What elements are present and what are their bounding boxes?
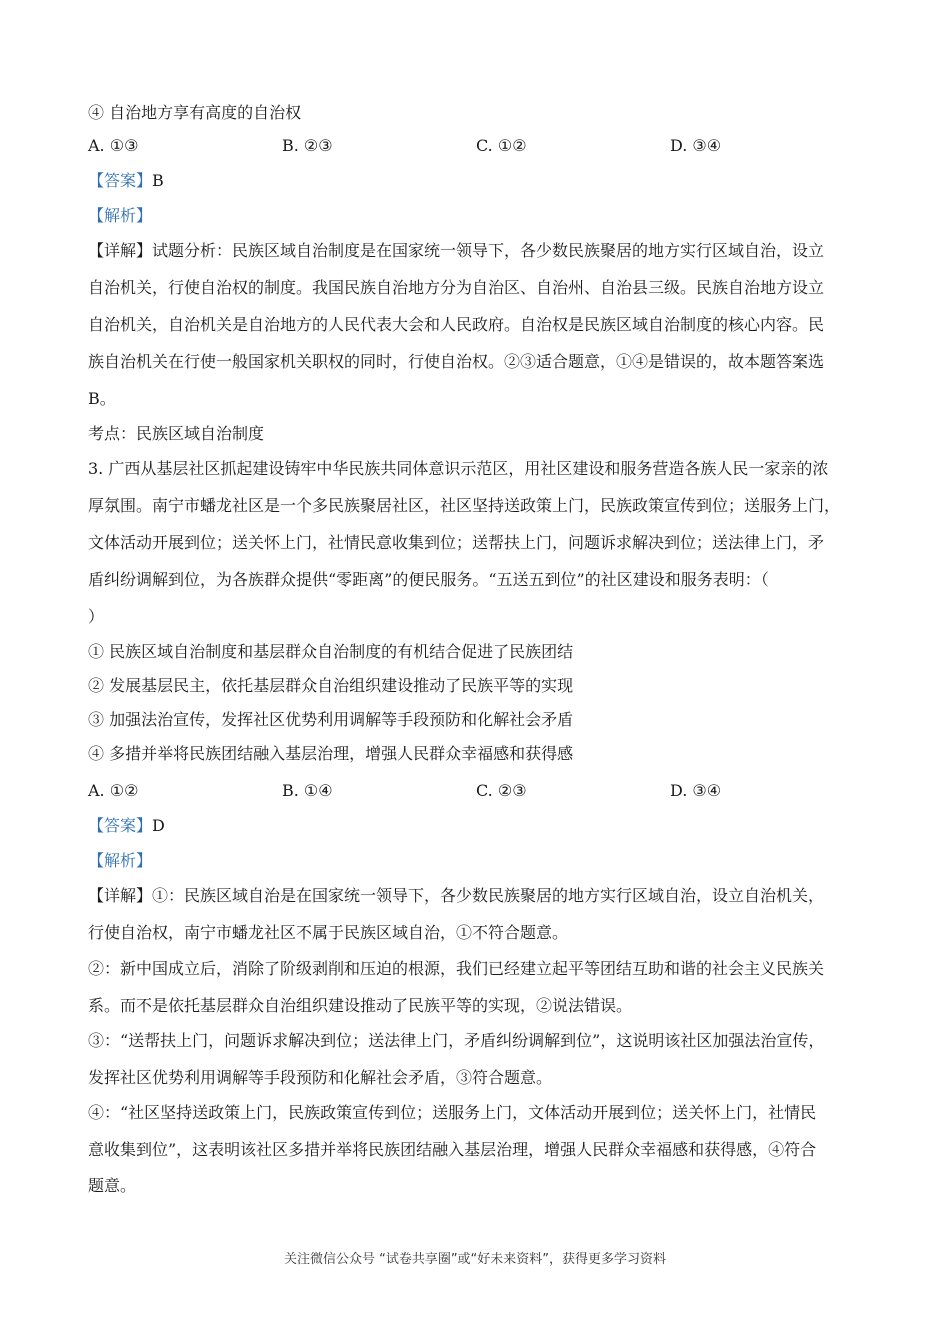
q3-option-c: C. ②③	[476, 781, 527, 800]
q2-analysis-tag: 【解析】	[88, 206, 153, 225]
q2-detail-line: 族自治机关在行使一般国家机关职权的同时，行使自治权。②③适合题意，①④是错误的，故本题答案选	[88, 352, 825, 371]
q3-statement-2: ② 发展基层民主，依托基层群众自治组织建设推动了民族平等的实现	[88, 676, 574, 695]
detail-text: 试题分析：民族区域自治制度是在国家统一领导下，各少数民族聚居的地方实行区域自治，设立	[152, 241, 825, 260]
q2-option-a: A. ①③	[88, 136, 139, 155]
q3-detail-line: 发挥社区优势利用调解等手段预防和化解社会矛盾，③符合题意。	[88, 1068, 553, 1087]
q3-option-d: D. ③④	[670, 781, 722, 800]
q2-option-d: D. ③④	[670, 136, 722, 155]
q3-statement-3: ③ 加强法治宣传，发挥社区优势利用调解等手段预防和化解社会矛盾	[88, 710, 574, 729]
q2-detail-line: 自治机关，行使自治权的制度。我国民族自治地方分为自治区、自治州、自治县三级。民族自治地方设立	[88, 278, 825, 297]
q2-detail-line	[88, 241, 824, 261]
page-footer: 关注微信公众号 “试卷共享圈”或“好未来资料”，获得更多学习资料	[283, 1252, 667, 1267]
q3-stem-line: 盾纠纷调解到位，为各族群众提供“零距离”的便民服务。“五送五到位”的社区建设和服务表明：（	[88, 570, 769, 589]
q3-stem-line: 厚氛围。南宁市蟠龙社区是一个多民族聚居社区，社区坚持送政策上门，民族政策宣传到位；送服务上门，	[88, 496, 841, 515]
answer-tag: 【答案】	[88, 171, 153, 190]
q3-stem-line: ）	[88, 607, 105, 626]
q3-detail-line: 系。而不是依托基层群众自治组织建设推动了民族平等的实现，②说法错误。	[88, 996, 633, 1015]
q2-detail-line: B。	[88, 389, 116, 408]
q3-options	[88, 781, 864, 801]
detail-text: ①：民族区域自治是在国家统一领导下，各少数民族聚居的地方实行区域自治，设立自治机关，	[152, 886, 825, 905]
q2-option-c: C. ①②	[476, 136, 527, 155]
q3-detail-line: 行使自治权，南宁市蟠龙社区不属于民族区域自治，①不符合题意。	[88, 923, 569, 942]
detail-tag: 【详解】	[88, 241, 153, 260]
q2-detail-line: 自治机关，自治机关是自治地方的人民代表大会和人民政府。自治权是民族区域自治制度的核心内容。民	[88, 315, 825, 334]
q3-detail-line: ③：“送帮扶上门，问题诉求解决到位；送法律上门，矛盾纠纷调解到位”，这说明该社区加强法治宣传，	[88, 1031, 825, 1050]
q3-answer	[88, 816, 165, 836]
q2-option-b: B. ②③	[282, 136, 333, 155]
q3-stem-line: 文体活动开展到位；送关怀上门，社情民意收集到位；送帮扶上门，问题诉求解决到位；送法律上门，矛	[88, 533, 825, 552]
q3-detail-line: 意收集到位”，这表明该社区多措并举将民族团结融入基层治理，增强人民群众幸福感和获得感，④符合	[88, 1140, 817, 1159]
q3-statement-4: ④ 多措并举将民族团结融入基层治理，增强人民群众幸福感和获得感	[88, 744, 574, 763]
q3-analysis-tag: 【解析】	[88, 851, 153, 870]
q3-option-a: A. ①②	[88, 781, 139, 800]
answer-value: D	[152, 816, 165, 835]
q2-options	[88, 136, 864, 156]
detail-tag: 【详解】	[88, 886, 153, 905]
q3-option-b: B. ①④	[282, 781, 333, 800]
q2-kaodian: 考点：民族区域自治制度	[88, 424, 265, 443]
q3-detail-line	[88, 886, 824, 906]
q3-stem-line: 3. 广西从基层社区抓起建设铸牢中华民族共同体意识示范区，用社区建设和服务营造各族人民一家亲的浓	[88, 459, 829, 478]
q2-statement-4: ④ 自治地方享有高度的自治权	[88, 103, 302, 122]
q3-statement-1: ① 民族区域自治制度和基层群众自治制度的有机结合促进了民族团结	[88, 642, 574, 661]
q3-detail-line: ④：“社区坚持送政策上门，民族政策宣传到位；送服务上门，文体活动开展到位；送关怀上门，社情民	[88, 1103, 817, 1122]
q3-detail-line: 题意。	[88, 1176, 137, 1195]
answer-value: B	[152, 171, 164, 190]
q2-answer	[88, 171, 164, 191]
q3-detail-line: ②：新中国成立后，消除了阶级剥削和压迫的根源，我们已经建立起平等团结互助和谐的社会主义民族关	[88, 959, 825, 978]
answer-tag: 【答案】	[88, 816, 153, 835]
